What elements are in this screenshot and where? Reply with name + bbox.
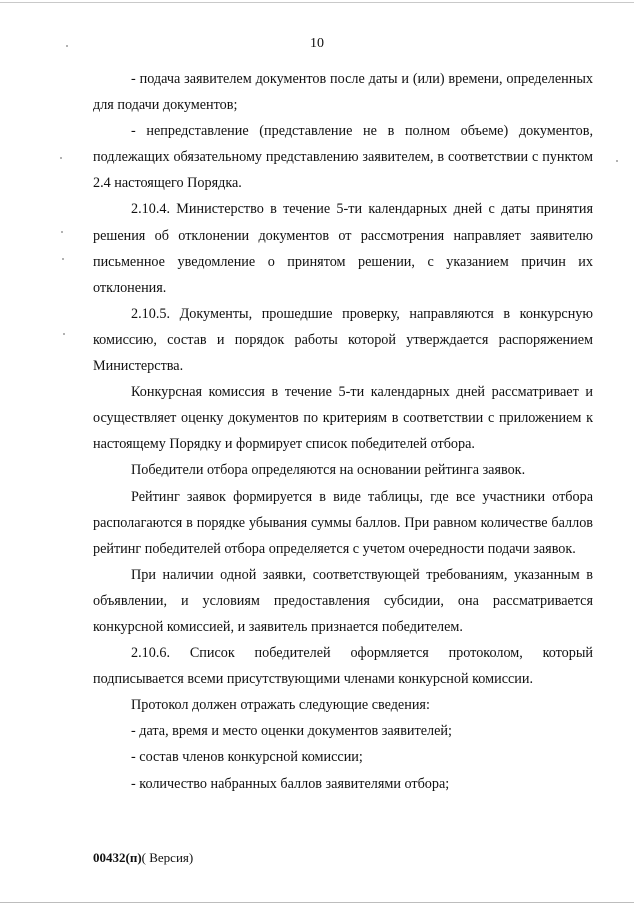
document-version: ( Версия) [141,850,194,865]
paragraph-2-10-5: 2.10.5. Документы, прошедшие проверку, направляются в конкурсную комиссию, состав и порядок работы которой утверждается распоряжением Министерства. [93,305,593,375]
paragraph-2-10-6: 2.10.6. Список победителей оформляется протоколом, который подписывается всеми присутствующими членами конкурсной комиссии. [93,645,593,688]
list-item: - состав членов конкурсной комиссии; [131,749,363,766]
document-footer [93,850,193,866]
paragraph-late-submission: - подача заявителем документов после даты и (или) времени, определенных для подачи документов; [93,71,593,114]
scan-speck [61,231,63,233]
scan-speck [60,157,62,159]
paragraph-commission-review: Конкурсная комиссия в течение 5-ти календарных дней рассматривает и осуществляет оценку документов по критериям в соответствии с приложением к настоящему Порядку и формирует список победителей отбора. [93,384,593,453]
document-body [93,66,593,797]
scan-speck [63,333,65,335]
paragraph-single-application: При наличии одной заявки, соответствующей требованиям, указанным в объявлении, и условиям предоставления субсидии, она рассматривается конкурсной комиссией, и заявитель признается победителем. [93,566,593,635]
document-code: 00432(п) [93,850,142,865]
list-item: - дата, время и место оценки документов заявителей; [131,723,452,740]
paragraph-rating: Рейтинг заявок формируется в виде таблицы, где все участники отбора располагаются в порядке убывания суммы баллов. При равном количестве баллов рейтинг победителей отбора определяется с учетом очередности подачи заявок. [93,488,593,557]
paragraph-non-submission: - непредставление (представление не в полном объеме) документов, подлежащих обязательному представлению заявителем, в соответствии с пунктом 2.4 настоящего Порядка. [93,123,593,192]
scan-speck [62,258,64,260]
scan-edge-top [0,2,634,3]
page-number: 10 [310,36,324,51]
list-item: - количество набранных баллов заявителями отбора; [131,775,450,792]
scan-edge-bottom [0,902,634,903]
paragraph-winners: Победители отбора определяются на основании рейтинга заявок. [131,462,526,479]
paragraph-2-10-4: 2.10.4. Министерство в течение 5-ти календарных дней с даты принятия решения об отклонении документов от рассмотрения направляет заявителю письменное уведомление о принятом решении, с указанием причин их отклонения. [93,201,593,296]
paragraph-protocol: Протокол должен отражать следующие сведения: [131,697,430,714]
scan-speck [66,45,68,47]
scan-speck [616,160,618,162]
